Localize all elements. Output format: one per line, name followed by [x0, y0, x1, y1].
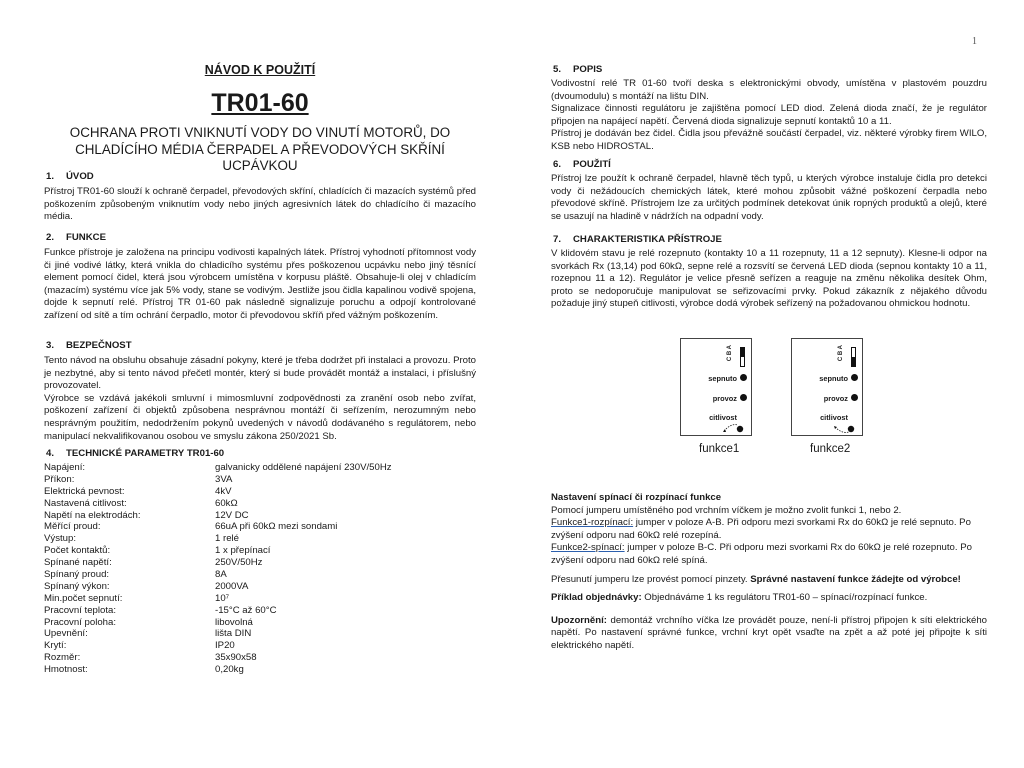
- parameter-row: [44, 593, 476, 605]
- parameter-label: Pracovní teplota:: [44, 604, 116, 616]
- section-safety: [44, 340, 476, 443]
- parameter-value: 2000VA: [215, 580, 249, 592]
- parameter-value: 10⁷: [215, 592, 230, 604]
- model-title: TR01-60: [211, 89, 309, 117]
- parameter-value: 12V DC: [215, 509, 249, 521]
- section-number: 4.: [46, 448, 55, 459]
- parameter-row: [44, 462, 476, 474]
- document-subtitle: OCHRANA PROTI VNIKNUTÍ VODY DO VINUTÍ MOTORŮ, DO CHLADÍCÍHO MÉDIA ČERPADEL A PŘEVODOVÝCH SKŘÍNÍ UCPÁVKOU: [69, 125, 451, 173]
- parameter-value: 1 relé: [215, 533, 239, 545]
- function1-label: funkce1: [699, 443, 740, 455]
- parameter-label: Nastavená citlivost:: [44, 497, 127, 509]
- parameter-label: Krytí:: [44, 640, 67, 652]
- parameter-row: [44, 617, 476, 629]
- parameter-value: 0,20kg: [215, 664, 244, 676]
- section-function: [44, 232, 476, 323]
- parameter-label: Spínaný proud:: [44, 569, 110, 581]
- provoz-label: provoz: [712, 394, 737, 403]
- diagram-function2: [791, 338, 863, 436]
- function1-title: Funkce1-rozpínací:: [551, 517, 634, 529]
- section-heading: POUŽITÍ: [573, 159, 611, 170]
- parameter-table: [44, 462, 476, 676]
- document-title: NÁVOD K POUŽITÍ: [204, 63, 316, 77]
- warning-note: [551, 615, 987, 653]
- parameter-value: 4kV: [215, 485, 232, 497]
- parameter-label: Příkon:: [44, 473, 75, 485]
- parameter-label: Měřící proud:: [44, 521, 101, 533]
- function2-label: funkce2: [810, 443, 851, 455]
- parameter-value: galvanicky oddělené napájení 230V/50Hz: [215, 462, 392, 473]
- jumper-note: [551, 574, 987, 587]
- parameter-value: -15°C až 60°C: [215, 604, 277, 616]
- parameter-label: Upevnění:: [44, 628, 88, 640]
- jumper-note-text: Přesunutí jumperu lze provést pomocí pinzety.: [551, 573, 751, 585]
- section-heading: FUNKCE: [66, 232, 106, 243]
- order-example: [551, 592, 987, 605]
- section-body: Přístroj lze použít k ochraně čerpadel, hlavně těch typů, u kterých výrobce instaluje čidla pro detekci vody či nežádoucích chemických látek, které mohou způsobit vážné poškození čerpadla nebo převodové skříně. Přístrojem lze za určitých podmínek detekovat únik ropných produktů a olejů, které se usazují na hladině v nádržích na odpadní vody.: [551, 173, 987, 222]
- diagram-function1: [680, 338, 752, 436]
- section-heading: BEZPEČNOST: [66, 340, 132, 351]
- parameter-row: [44, 510, 476, 522]
- section-usage: [551, 159, 987, 223]
- parameter-row: [44, 557, 476, 569]
- cba-label: C B A: [727, 345, 734, 362]
- section-heading: CHARAKTERISTIKA PŘÍSTROJE: [573, 234, 722, 245]
- parameter-label: Elektrická pevnost:: [44, 485, 125, 497]
- order-label: Příklad objednávky:: [551, 592, 642, 604]
- settings-intro: Pomocí jumperu umístěného pod vrchním víčkem je možno zvolit funkci 1, nebo 2.: [551, 504, 902, 516]
- parameter-row: [44, 486, 476, 498]
- parameter-label: Rozměr:: [44, 652, 81, 664]
- section-number: 6.: [553, 159, 562, 170]
- provoz-label: provoz: [823, 394, 848, 403]
- parameter-label: Počet kontaktů:: [44, 545, 111, 557]
- parameter-value: IP20: [215, 640, 235, 652]
- jumper-ab: [741, 348, 744, 357]
- parameter-value: 8A: [215, 569, 227, 581]
- order-text: Objednáváme 1 ks regulátoru TR01-60 – spínací/rozpínací funkce.: [641, 592, 928, 604]
- page-number: 1: [972, 36, 977, 47]
- parameter-value: 66uA při 60kΩ mezi sondami: [215, 521, 338, 533]
- parameter-value: libovolná: [215, 616, 253, 628]
- parameter-row: [44, 474, 476, 486]
- jumper-bc: [852, 357, 855, 366]
- sepnuto-label: sepnuto: [708, 374, 737, 383]
- cba-label: C B A: [838, 345, 845, 362]
- provoz-led: [851, 394, 858, 401]
- parameter-row: [44, 533, 476, 545]
- parameter-value: 3VA: [215, 473, 233, 485]
- section-body: Tento návod na obsluhu obsahuje zásadní pokyny, které je třeba dodržet při instalaci a provozu. Proto je nezbytné, aby si tento návod přečetl montér, který si bude provádět montáž a instalaci, i příslušný provozovatel.: [44, 355, 476, 392]
- section-number: 5.: [553, 64, 562, 75]
- parameter-label: Napětí na elektrodách:: [44, 509, 141, 521]
- function2-title: Funkce2-spínací:: [551, 542, 625, 554]
- section-description: [551, 64, 987, 154]
- trimmer-icon: [721, 421, 747, 435]
- section-body: Vodivostní relé TR 01-60 tvoří deska s elektronickými obvody, umístěna v plastovém pouzdru (dvoumodulu) s montáží na lištu DIN.: [551, 78, 987, 102]
- parameter-row: [44, 664, 476, 676]
- warning-text: demontáž vrchního víčka lze provádět pouze, není-li přístroj připojen k síti elektrického napětí. Po nastavení správné funkce, vrchní kryt opět vsaďte na zpět a až poté jej připojte k síti elektrického napětí.: [551, 614, 987, 651]
- parameter-row: [44, 545, 476, 557]
- trimmer-icon: [832, 421, 858, 435]
- warning-label: Upozornění:: [551, 614, 607, 626]
- parameter-label: Pracovní poloha:: [44, 616, 116, 628]
- citlivost-label: citlivost: [820, 413, 848, 422]
- jumper-note-warning: Správné nastavení funkce žádejte od výrobce!: [750, 573, 961, 585]
- function2-description: [551, 542, 987, 567]
- parameter-label: Hmotnost:: [44, 664, 88, 676]
- sepnuto-label: sepnuto: [819, 374, 848, 383]
- section-number: 2.: [46, 232, 55, 243]
- parameter-row: [44, 628, 476, 640]
- section-characteristics: [551, 234, 987, 311]
- parameter-row: [44, 569, 476, 581]
- provoz-led: [740, 394, 747, 401]
- section-body: V klidovém stavu je relé rozepnuto (kontakty 10 a 11 rozepnuty, 11 a 12 sepnuty). Klesne-li odpor na svorkách Rx (13,14) pod 60kΩ, sepne relé a rozsvítí se červená LED dioda (sepnou kontakty 10 a 11, rozepnou 11 a 12). Regulátor je velice přesně seřízen a reaguje na změnu několika desítek Ohm, proto se nedoporučuje manipulovat se seřizovacími prvky. Pokud zákazník z nějakého důvodu požaduje jiný stupeň citlivosti, výrobce dodá výrobek seřízený na požadovanou ohmickou hodnotu.: [551, 248, 987, 310]
- section-body: Funkce přístroje je založena na principu vodivosti kapalných látek. Přístroj vyhodnotí přítomnost vody či jiné vodivé látky, která vnikla do chladicího systému přes poškozenou ucpávku nebo jiný těsnící element pomocí čidel, která jsou výrobcem umístěna v korpusu pláště. Obsahuje-li olej v chladícím (mazacím) systému více jak 5% vody, stane se vodivým. Jestliže jsou čidla kapalinou vodivě spojena, dojde k sepnutí relé. Přístroj TR 01-60 pak následně signalizuje poruchu a odpojí kontrolované zařízení od sítě a tím ochrání čerpadlo, motor či převodovou skříň před vážným poškozením.: [44, 247, 476, 321]
- parameter-row: [44, 605, 476, 617]
- section-number: 1.: [46, 171, 55, 182]
- section-body: Přístroj je dodáván bez čidel. Čidla jsou převážně součástí čerpadel, viz. některé výrobky firem WILO, KSB nebo HIDROSTAL.: [551, 128, 987, 152]
- parameter-row: [44, 581, 476, 593]
- parameter-label: Min.počet sepnutí:: [44, 592, 123, 604]
- parameter-value: 1 x přepínací: [215, 545, 271, 557]
- parameter-label: Výstup:: [44, 533, 76, 545]
- parameter-row: [44, 652, 476, 664]
- parameter-row: [44, 640, 476, 652]
- parameter-label: Spínané napětí:: [44, 557, 112, 569]
- section-heading: TECHNICKÉ PARAMETRY TR01-60: [66, 448, 225, 459]
- parameter-row: [44, 521, 476, 533]
- parameter-value: 60kΩ: [215, 497, 238, 509]
- parameter-value: 250V/50Hz: [215, 557, 263, 569]
- section-number: 7.: [553, 234, 562, 245]
- section-number: 3.: [46, 340, 55, 351]
- function1-description: [551, 517, 987, 542]
- section-heading: POPIS: [573, 64, 603, 75]
- section-heading: ÚVOD: [66, 171, 94, 182]
- section-parameters: [44, 448, 476, 676]
- parameter-value: lišta DIN: [215, 628, 252, 640]
- section-body: Signalizace činnosti regulátoru je zajištěna pomocí LED diod. Zelená dioda značí, že je regulátor připojen na napájecí napětí. Červená dioda signalizuje sepnutí kontaktů 10 a 11.: [551, 103, 987, 127]
- function1-text: jumper v poloze A-B. Při odporu mezi svorkami Rx do 60kΩ je relé sepnuto. Po zvýšení odporu nad 60kΩ relé rozepíná.: [551, 517, 971, 541]
- function2-text: jumper v poloze B-C. Při odporu mezi svorkami Rx do 60kΩ je relé rozepnuto. Po zvýšení odporu nad 60kΩ relé spíná.: [551, 542, 972, 566]
- section-intro: [44, 171, 476, 224]
- parameter-value: 35x90x58: [215, 652, 257, 664]
- parameter-row: [44, 498, 476, 510]
- section-body: Přístroj TR01-60 slouží k ochraně čerpadel, převodových skříní, chladících či mazacích systémů před poškozením způsobeným vniknutím vody nebo jiných agresivních látek do chladícího či mazacího média.: [44, 186, 476, 223]
- jumper-pins: [740, 347, 745, 367]
- settings-block: [551, 492, 987, 653]
- parameter-label: Spínaný výkon:: [44, 580, 110, 592]
- parameter-label: Napájení:: [44, 462, 86, 473]
- sepnuto-led: [740, 374, 747, 381]
- jumper-pins: [851, 347, 856, 367]
- citlivost-label: citlivost: [709, 413, 737, 422]
- settings-heading: Nastavení spínací či rozpínací funkce: [551, 492, 722, 503]
- section-body: Výrobce se vzdává jakékoli smluvní i mimosmluvní zodpovědnosti za zranění osob nebo zvířat, poškození zařízení či objektů způsobena nesprávnou montáží či seřízením, nerozumným nebo nesprávným použitím, nedodržením pokynů uvedených v návodů dodávaného s regulátorem, nebo manipulací nekvalifikovanou osobou ve smyslu zákona 250/2021 Sb.: [44, 392, 476, 442]
- sepnuto-led: [851, 374, 858, 381]
